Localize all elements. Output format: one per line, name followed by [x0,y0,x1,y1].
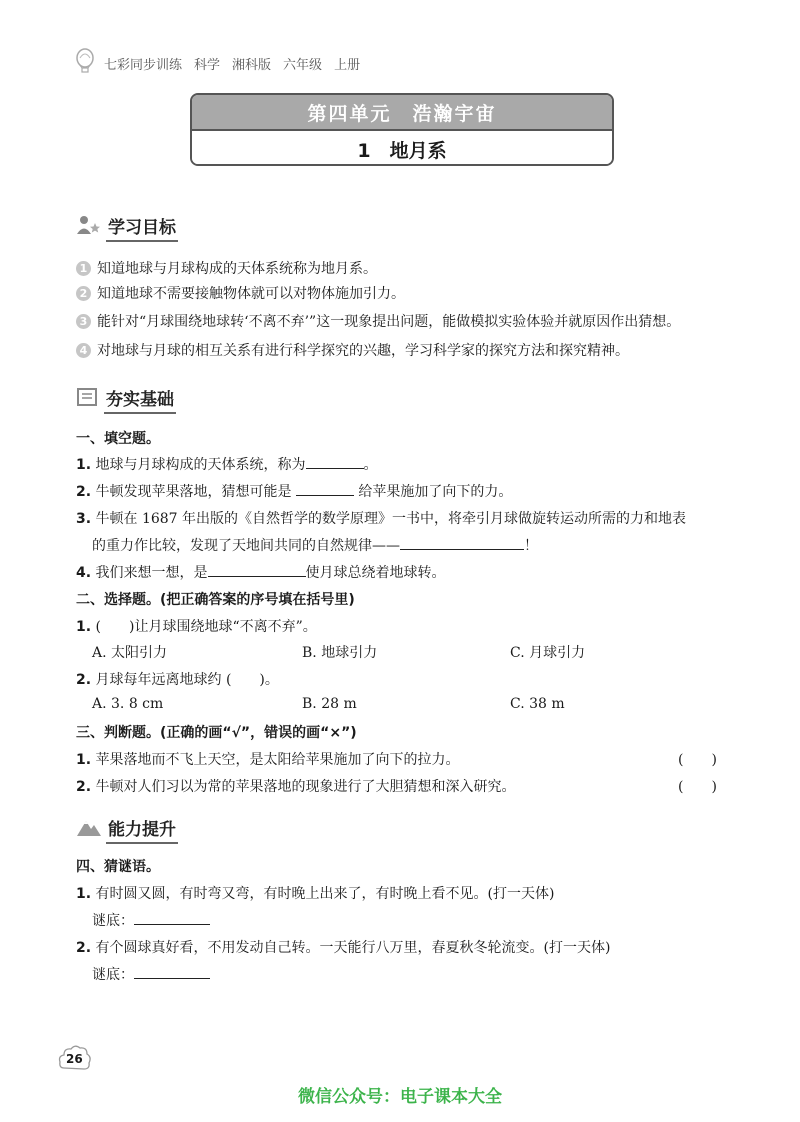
true-false-title: 三、判断题。(正确的画“√”，错误的画“×”) [76,725,357,741]
question-number: 2. [76,672,92,688]
option-b[interactable]: B. 28 m [302,696,357,712]
question [76,508,686,528]
balloon-icon [74,48,96,78]
question-number: 1. [76,457,92,473]
question [76,883,554,903]
goal-number: 1 [76,261,91,276]
option-c[interactable]: C. 月球引力 [510,645,586,661]
goal-text: 对地球与月球的相互关系有进行科学探究的兴趣，学习科学家的探究方法和探究精神。 [97,343,629,359]
answer-paren[interactable]: ( ) [95,619,135,635]
question-text: 让月球围绕地球“不离不弃”。 [134,619,317,635]
question [76,616,317,636]
question-text: 牛顿对人们习以为常的苹果落地的现象进行了大胆猜想和深入研究。 [95,779,516,795]
question-text: 使月球总绕着地球转。 [305,565,446,581]
book-icon [76,386,100,413]
option-b[interactable]: B. 地球引力 [302,645,378,661]
basics-section-heading [76,385,176,414]
goal-text: 知道地球与月球构成的天体系统称为地月系。 [97,261,377,277]
question [76,776,516,796]
riddle-answer [92,910,210,930]
question-number: 1. [76,619,92,635]
riddle-title: 四、猜谜语。 [76,859,160,875]
option-c[interactable]: C. 38 m [510,696,565,712]
question-number: 3. [76,511,92,527]
watermark: 微信公众号：电子课本大全 [298,1087,502,1107]
question-text: 月球每年远离地球约 ( )。 [95,672,279,688]
question-number: 4. [76,565,92,581]
multiple-choice-title: 二、选择题。(把正确答案的序号填在括号里) [76,592,355,608]
goal-text: 知道地球不需要接触物体就可以对物体施加引力。 [97,286,405,302]
book-meta [104,54,360,73]
question [76,562,446,582]
question-text: 的重力作比较，发现了天地间共同的自然规律—— [92,538,400,554]
question-text: 牛顿在 1687 年出版的《自然哲学的数学原理》一书中，将牵引月球做旋转运动所需的力和地表 [95,511,687,527]
answer-blank[interactable] [134,910,210,925]
ability-section-heading [76,815,178,844]
question [76,937,610,957]
answer-blank[interactable] [134,964,210,979]
page-number-cloud [58,1044,92,1074]
option-a[interactable]: A. 太阳引力 [92,645,168,661]
unit-title: 第四单元 浩瀚宇宙 [192,95,612,129]
question-number: 2. [76,940,92,956]
question-text: 有个圆球真好看，不用发动自己转。一天能行八万里，春夏秋冬轮流变。(打一天体) [95,940,611,956]
answer-blank[interactable] [400,535,524,550]
question-number: 2. [76,484,92,500]
goals-heading-text: 学习目标 [106,213,178,242]
answer-paren[interactable]: ( ) [678,752,717,768]
question-text: ！ [524,538,538,554]
question [76,669,279,689]
riddle-answer [92,964,210,984]
fill-blank-title: 一、填空题。 [76,431,160,447]
ability-heading-text: 能力提升 [106,815,178,844]
grade: 六年级 [283,57,323,73]
question [76,481,512,501]
answer-blank[interactable] [208,562,306,577]
goal-number: 3 [76,314,91,329]
goal-item [76,340,629,360]
volume: 上册 [334,57,361,73]
basics-heading-text: 夯实基础 [104,385,176,414]
page-header [74,48,360,78]
question-text: 给苹果施加了向下的力。 [358,484,513,500]
answer-label: 谜底： [92,913,134,929]
answer-label: 谜底： [92,967,134,983]
answer-blank[interactable] [306,454,364,469]
goals-section-heading [76,213,178,242]
question-number: 2. [76,779,92,795]
people-star-icon [76,214,102,241]
option-a[interactable]: A. 3. 8 cm [92,696,164,712]
question-text: 牛顿发现苹果落地，猜想可能是 [95,484,292,500]
page-number: 26 [66,1052,83,1066]
question-text: 。 [363,457,378,473]
question-text: 有时圆又圆，有时弯又弯，有时晚上出来了，有时晚上看不见。(打一天体) [95,886,555,902]
mountain-icon [76,817,102,842]
answer-blank[interactable] [296,481,354,496]
goal-text: 能针对“月球围绕地球转‘不离不弃’”这一现象提出问题，能做模拟实验体验并就原因作出猜想。 [97,314,681,330]
question-text: 地球与月球构成的天体系统，称为 [95,457,306,473]
goal-number: 2 [76,286,91,301]
answer-paren[interactable]: ( ) [678,779,717,795]
question-number: 1. [76,886,92,902]
goal-item [76,283,405,303]
goal-item [76,311,680,331]
lesson-title: 1 地月系 [192,129,612,166]
subject: 科学 [194,57,221,73]
goal-item [76,258,377,278]
edition: 湘科版 [232,57,272,73]
question-text: 苹果落地而不飞上天空，是太阳给苹果施加了向下的拉力。 [95,752,460,768]
goal-number: 4 [76,343,91,358]
question-continued [92,535,538,555]
question-text: 我们来想一想，是 [95,565,208,581]
question-number: 1. [76,752,92,768]
question [76,454,378,474]
question [76,749,460,769]
title-box [190,93,614,166]
series-name: 七彩同步训练 [104,57,183,73]
